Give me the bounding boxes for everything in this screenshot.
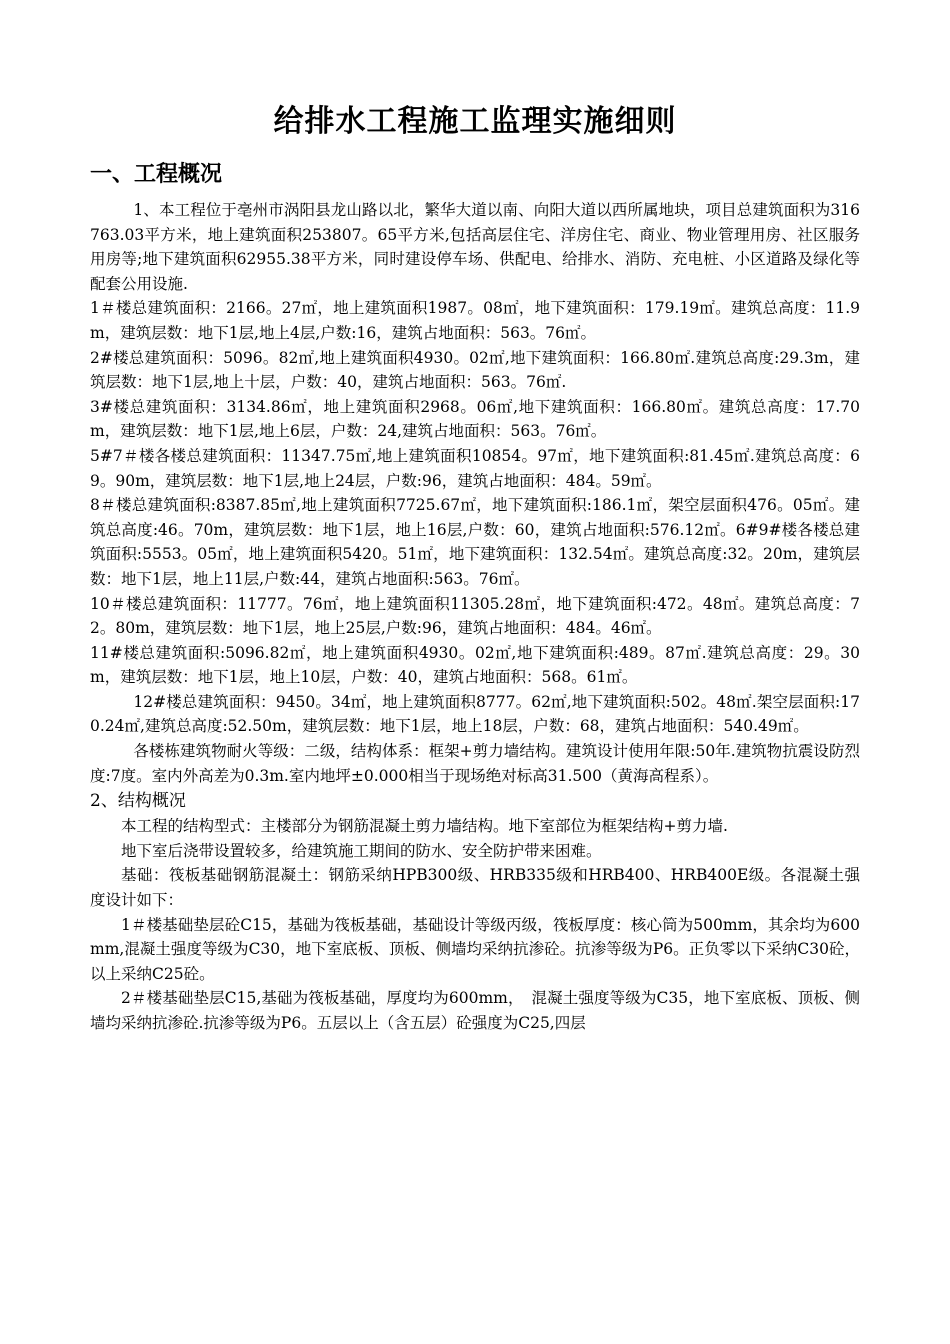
- paragraph-building-1: 1＃楼总建筑面积：2166。27㎡，地上建筑面积1987。08㎡，地下建筑面积：179.19㎡。建筑总高度：11.9m，建筑层数：地下1层,地上4层,户数:16，建筑占地面积：563。76㎡。: [90, 299, 860, 342]
- paragraph-building-10: 10＃楼总建筑面积：11777。76㎡，地上建筑面积11305.28㎡，地下建筑面积:472。48㎡。建筑总高度：72。80m，建筑层数：地下1层，地上25层,户数:96，建筑占地面积：484。46㎡。: [90, 594, 860, 638]
- paragraph-foundation-building-1: 1＃楼基础垫层砼C15，基础为筏板基础，基础设计等级丙级，筏板厚度：核心筒为500mm，其余均为600mm,混凝土强度等级为C30，地下室底板、顶板、侧墙均采纳抗渗砼。抗渗等级为P6。正负零以下采纳C30砼，以上采纳C25砼。: [90, 915, 860, 983]
- paragraph-project-location: 1、本工程位于亳州市涡阳县龙山路以北，繁华大道以南、向阳大道以西所属地块，项目总建筑面积为316763.03平方米，地上建筑面积253807。65平方米,包括高层住宅、洋房住宅、商业、物业管理用房、社区服务用房等;地下建筑面积62955.38平方米，同时建设停车场、供配电、给排水、消防、充电桩、小区道路及绿化等配套公用设施.: [90, 201, 860, 293]
- paragraph-building-2: 2#楼总建筑面积：5096。82㎡,地上建筑面积4930。02㎡,地下建筑面积：166.80㎡.建筑总高度:29.3m，建筑层数：地下1层,地上十层，户数：40，建筑占地面积：563。76㎡.: [90, 348, 860, 392]
- paragraph-fire-rating: 各楼栋建筑物耐火等级：二级，结构体系：框架+剪力墙结构。建筑设计使用年限:50年.建筑物抗震设防烈度:7度。室内外高差为0.3m.室内地坪±0.000相当于现场绝对标高31.500（黄海高程系）。: [90, 742, 860, 785]
- paragraph-building-12: 12#楼总建筑面积：9450。34㎡，地上建筑面积8777。62㎡,地下建筑面积:502。48㎡.架空层面积:170.24㎡,建筑总高度:52.50m，建筑层数：地下1层，地上18层，户数：68，建筑占地面积：540.49㎡。: [90, 692, 860, 736]
- paragraph-foundation: 基础：筏板基础钢筋混凝土：钢筋采纳HPB300级、HRB335级和HRB400、HRB400E级。各混凝土强度设计如下：: [90, 866, 860, 910]
- paragraph-post-cast-strip: 地下室后浇带设置较多，给建筑施工期间的防水、安全防护带来困难。: [121, 841, 602, 860]
- section-heading: 一、工程概况: [90, 162, 223, 187]
- document-title: 给排水工程施工监理实施细则: [273, 104, 677, 139]
- paragraph-building-8-6-9: 8＃楼总建筑面积:8387.85㎡,地上建筑面积7725.67㎡，地下建筑面积:186.1㎡，架空层面积476。05㎡。建筑总高度:46。70m，建筑层数：地下1层，地上16层,户数：60，建筑占地面积:576.12㎡。6#9#楼各楼总建筑面积:5553。05㎡，地上建筑面积5420。51㎡，地下建筑面积：132.54㎡。建筑总高度:32。20m，建筑层数：地下1层，地上11层,户数:44，建筑占地面积:563。76㎡。: [90, 496, 860, 588]
- paragraph-foundation-building-2: 2＃楼基础垫层C15,基础为筏板基础，厚度均为600mm， 混凝土强度等级为C35，地下室底板、顶板、侧墙均采纳抗渗砼.抗渗等级为P6。五层以上（含五层）砼强度为C25,四层: [90, 989, 860, 1032]
- paragraph-building-3: 3#楼总建筑面积：3134.86㎡，地上建筑面积2968。06㎡,地下建筑面积：166.80㎡。建筑总高度：17.70m，建筑层数：地下1层,地上6层，户数：24,建筑占地面积：563。76㎡。: [90, 397, 860, 441]
- paragraph-building-5-7: 5#7＃楼各楼总建筑面积：11347.75㎡,地上建筑面积10854。97㎡，地下建筑面积:81.45㎡.建筑总高度：69。90m，建筑层数：地下1层,地上24层，户数:96，建筑占地面积：484。59㎡。: [90, 446, 860, 490]
- subsection-heading-structure: 2、结构概况: [90, 791, 186, 812]
- paragraph-structure-type: 本工程的结构型式：主楼部分为钢筋混凝土剪力墙结构。地下室部位为框架结构+剪力墙.: [121, 817, 728, 836]
- document-body: [90, 198, 860, 1036]
- paragraph-building-11: 11#楼总建筑面积:5096.82㎡，地上建筑面积4930。02㎡,地下建筑面积:489。87㎡.建筑总高度：29。30m，建筑层数：地下1层，地上10层，户数：40，建筑占地面积：568。61㎡。: [90, 643, 860, 687]
